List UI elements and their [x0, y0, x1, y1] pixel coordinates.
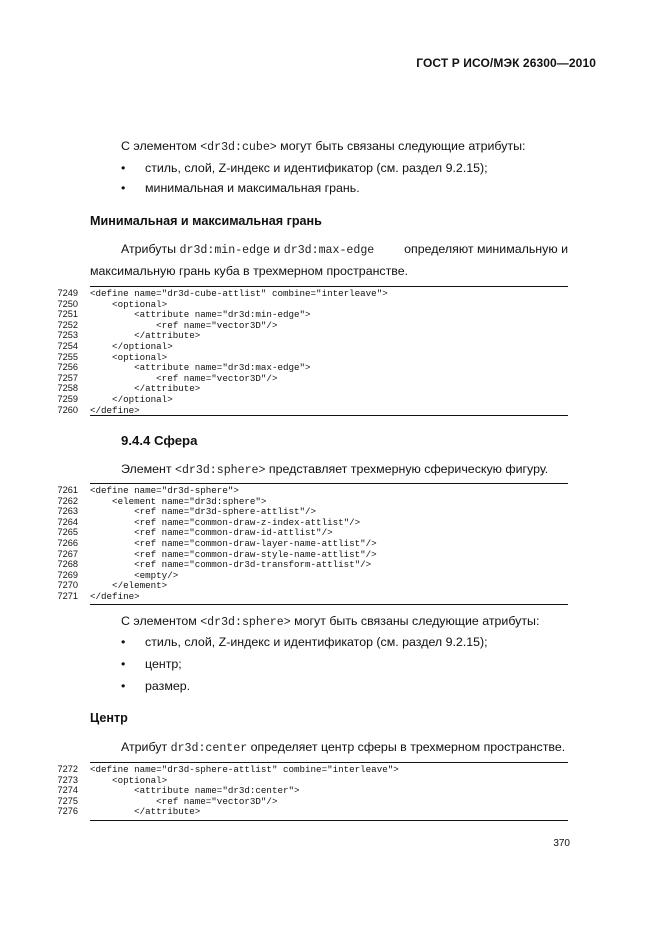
code-line: <ref name="vector3D"/> — [90, 795, 278, 807]
line-number: 7267 — [57, 548, 78, 559]
inline-code: <dr3d:sphere> — [175, 464, 266, 477]
line-number: 7262 — [57, 495, 78, 506]
code-line: </element> — [90, 580, 168, 592]
line-number: 7269 — [57, 569, 78, 580]
line-number: 7259 — [57, 394, 78, 404]
code-line: <ref name="common-draw-layer-name-attlist"/> — [90, 538, 377, 549]
bullet: • — [121, 161, 126, 175]
list-item — [121, 160, 488, 176]
list-item-text: центр; — [145, 657, 182, 671]
list-item-text: стиль, слой, Z-индекс и идентификатор (см. раздел 9.2.15); — [145, 161, 488, 175]
inline-code: dr3d:max-edge — [283, 244, 375, 257]
list-item — [121, 656, 182, 672]
line-number: 7263 — [57, 506, 78, 517]
code-line: <ref name="common-dr3d-transform-attlist"/> — [90, 559, 372, 571]
code-line: </attribute> — [90, 383, 201, 395]
list-item-text: размер. — [145, 679, 191, 693]
inline-code: <dr3d:cube> — [200, 141, 277, 154]
line-number: 7268 — [57, 559, 78, 570]
code-line: <ref name="vector3D"/> — [90, 372, 278, 384]
bullet: • — [121, 679, 126, 693]
cube-attributes-intro — [121, 138, 525, 156]
intro-text: С элементом — [121, 614, 201, 628]
line-number: 7270 — [57, 580, 78, 591]
intro-text: могут быть связаны следующие атрибуты: — [290, 614, 540, 628]
line-number: 7255 — [57, 351, 78, 362]
line-number: 7265 — [57, 527, 78, 538]
code-line: </define> — [90, 404, 140, 416]
code-line: <define name="dr3d-cube-attlist" combine="interleave"> — [90, 288, 388, 299]
code-line: <attribute name="dr3d:min-edge"> — [90, 309, 311, 321]
line-number: 7258 — [57, 383, 78, 394]
list-item — [121, 678, 190, 694]
list-item — [121, 634, 488, 650]
sphere-attributes-intro — [121, 613, 539, 631]
code-line: <ref name="vector3D"/> — [90, 319, 278, 331]
code-line: <define name="dr3d-sphere-attlist" combine="interleave"> — [90, 764, 399, 775]
code-block-cube-attlist — [90, 286, 568, 416]
line-number: 7252 — [57, 319, 78, 330]
line-number: 7249 — [57, 288, 78, 298]
bullet: • — [121, 181, 126, 195]
code-line: <ref name="common-draw-z-index-attlist"/> — [90, 516, 361, 528]
bullet: • — [121, 635, 126, 649]
code-line: <define name="dr3d-sphere"> — [90, 485, 239, 496]
center-description — [121, 739, 565, 757]
list-item-text: стиль, слой, Z-индекс и идентификатор (см. раздел 9.2.15); — [145, 635, 488, 649]
code-line: </optional> — [90, 394, 173, 405]
para-text: представляет трехмерную сферическую фигуру. — [265, 462, 549, 476]
section-heading: Минимальная и максимальная грань — [90, 214, 322, 228]
intro-text: С элементом — [121, 139, 201, 153]
line-number: 7257 — [57, 372, 78, 383]
line-number: 7261 — [57, 485, 78, 495]
line-number: 7275 — [57, 795, 78, 806]
minmax-paragraph-line1 — [121, 241, 568, 259]
line-number: 7254 — [57, 341, 78, 351]
page-number: 370 — [553, 838, 570, 849]
code-line: <optional> — [90, 774, 168, 786]
line-number: 7264 — [57, 516, 78, 527]
code-line: </define> — [90, 591, 140, 602]
line-number: 7251 — [57, 309, 78, 320]
sphere-description — [121, 461, 548, 479]
code-line: <ref name="common-draw-style-name-attlist"/> — [90, 548, 377, 560]
line-number: 7266 — [57, 538, 78, 548]
code-line: <ref name="common-draw-id-attlist"/> — [90, 527, 333, 539]
para-text: Элемент — [121, 462, 175, 476]
code-line: <attribute name="dr3d:max-edge"> — [90, 362, 311, 374]
line-number: 7253 — [57, 330, 78, 341]
code-line: </attribute> — [90, 806, 201, 818]
para-text: Атрибут — [121, 740, 171, 754]
document-header: ГОСТ Р ИСО/МЭК 26300—2010 — [416, 56, 596, 70]
code-line: </optional> — [90, 341, 173, 352]
bullet: • — [121, 657, 126, 671]
line-number: 7276 — [57, 806, 78, 817]
line-number: 7250 — [57, 298, 78, 309]
code-line: <optional> — [90, 351, 168, 363]
line-number: 7273 — [57, 774, 78, 785]
section-heading: Центр — [90, 711, 128, 725]
code-line: <ref name="dr3d-sphere-attlist"/> — [90, 506, 317, 518]
code-line: <attribute name="dr3d:center"> — [90, 785, 300, 797]
para-text: определяет центр сферы в трехмерном пространстве. — [247, 740, 566, 754]
intro-text: могут быть связаны следующие атрибуты: — [276, 139, 526, 153]
code-line: <element name="dr3d:sphere"> — [90, 495, 267, 507]
inline-code: dr3d:center — [170, 742, 248, 755]
line-number: 7274 — [57, 785, 78, 796]
inline-code: dr3d:min-edge — [179, 244, 270, 257]
code-line: <optional> — [90, 298, 168, 310]
line-number: 7272 — [57, 764, 78, 774]
line-number: 7271 — [57, 591, 78, 601]
code-block-sphere — [90, 483, 568, 605]
code-block-sphere-attlist — [90, 762, 568, 821]
para-text: Атрибуты dr3d:min-edge и dr3d:max-edge — [121, 242, 375, 257]
code-line: </attribute> — [90, 330, 201, 342]
section-heading: 9.4.4 Сфера — [121, 433, 198, 448]
inline-code: <dr3d:sphere> — [200, 616, 291, 629]
code-line: <empty/> — [90, 569, 179, 581]
line-number: 7260 — [57, 404, 78, 415]
para-text: определяют минимальную и — [404, 242, 568, 256]
minmax-paragraph-line2: максимальную грань куба в трехмерном пространстве. — [90, 264, 409, 278]
list-item — [121, 180, 360, 196]
list-item-text: минимальная и максимальная грань. — [145, 181, 360, 195]
line-number: 7256 — [57, 362, 78, 373]
